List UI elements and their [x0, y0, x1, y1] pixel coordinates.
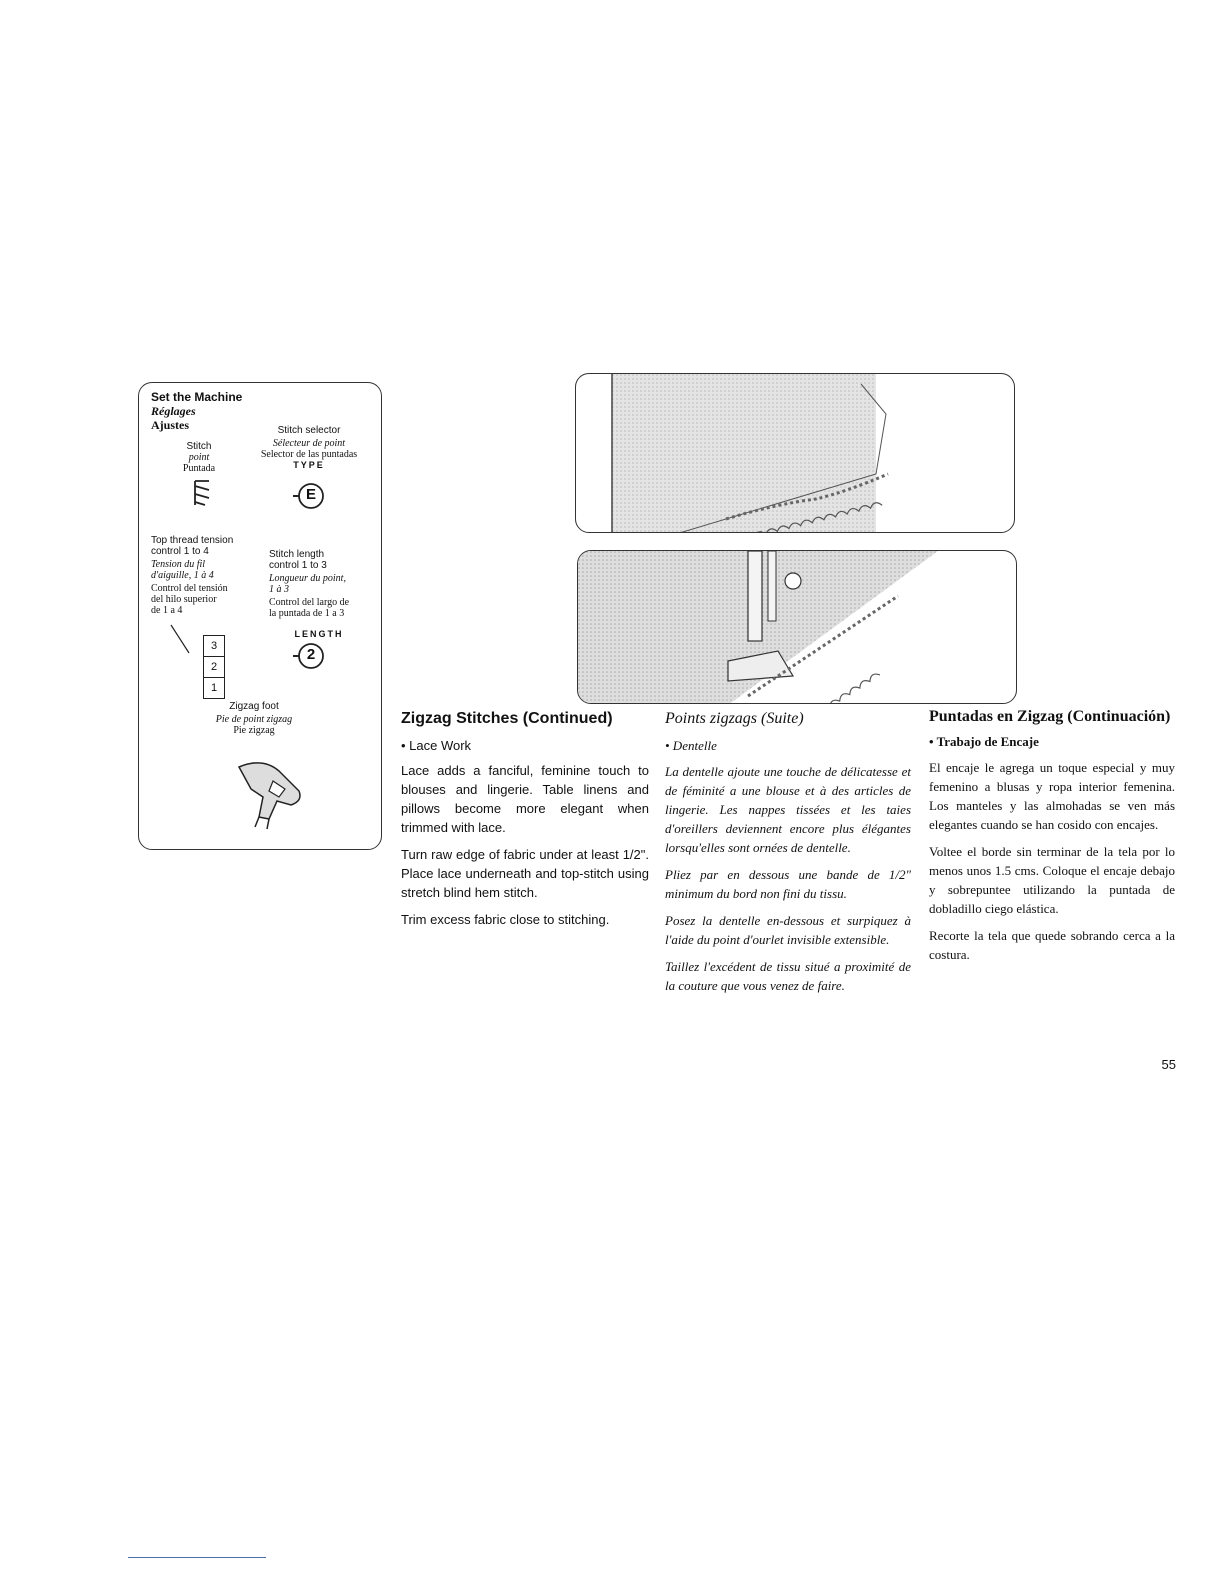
length-en-2: control 1 to 3 [269, 560, 327, 571]
french-subheading: • Dentelle [665, 738, 717, 753]
tension-dial-value-1: 1 [210, 682, 218, 694]
settings-title-en: Set the Machine [151, 390, 243, 404]
machine-settings-panel [138, 382, 382, 850]
english-column [401, 710, 649, 937]
english-paragraph-1: Lace adds a fanciful, feminine touch to blouses and lingerie. Table linens and pillows become more elegant when trimmed with lace. [401, 763, 649, 835]
english-heading: Zigzag Stitches (Continued) [401, 710, 613, 727]
tension-es-2: del hilo superior [151, 594, 217, 605]
sewing-lace-photo [577, 550, 1017, 704]
length-fr-1: Longueur du point, [269, 573, 346, 584]
lace-fabric-photo [575, 373, 1015, 533]
settings-title-fr: Réglages [151, 404, 196, 418]
french-paragraph-4: Taillez l'excédent de tissu situé a proximité de la couture que vous venez de faire. [665, 959, 911, 993]
tension-dial-value-2: 2 [204, 657, 224, 678]
length-en-1: Stitch length [269, 549, 325, 560]
stitch-label-es: Puntada [182, 463, 216, 474]
length-value: 2 [306, 646, 316, 663]
stretch-blind-hem-stitch-icon [191, 478, 215, 508]
page-number: 55 [1161, 1057, 1176, 1072]
footer-divider [128, 1557, 266, 1558]
foot-label-es: Pie zigzag [233, 725, 275, 736]
presser-foot-illustration [578, 551, 1017, 704]
french-heading: Points zigzags (Suite) [665, 710, 804, 727]
stitch-label-fr: point [188, 452, 210, 463]
type-value: E [305, 486, 316, 503]
tension-dial [203, 635, 225, 699]
spanish-subheading: • Trabajo de Encaje [929, 734, 1039, 749]
length-es-2: la puntada de 1 a 3 [269, 608, 345, 619]
french-paragraph-2: Pliez par en dessous une bande de 1/2" minimum du bord non fini du tissu. [665, 867, 911, 901]
english-paragraph-3: Trim excess fabric close to stitching. [401, 912, 610, 927]
tension-es-1: Control del tensión [151, 583, 228, 594]
length-label: LENGTH [294, 629, 344, 639]
spanish-paragraph-1: El encaje le agrega un toque especial y muy femenino a blusas y ropa interior femenina. Los manteles y las almohadas se ven más elegantes cuando se han cosido con encajes. [929, 760, 1175, 832]
tension-fr-2: d'aiguille, 1 à 4 [151, 570, 214, 581]
foot-label-fr: Pie de point zigzag [215, 714, 293, 725]
stitch-label-en: Stitch [186, 441, 212, 452]
stitch-selector-dial [293, 480, 325, 512]
settings-title-es: Ajustes [151, 418, 189, 432]
zigzag-foot-icon [229, 753, 309, 833]
length-fr-2: 1 à 3 [269, 584, 289, 595]
french-paragraph-3: Posez la dentelle en-dessous et surpiquez à l'aide du point d'ourlet invisible extensible. [665, 913, 911, 947]
tension-fr-1: Tension du fil [151, 559, 206, 570]
spanish-column [929, 708, 1175, 972]
lace-fabric-illustration [576, 374, 1015, 533]
english-paragraph-2: Turn raw edge of fabric under at least 1/2". Place lace underneath and top-stitch using stretch blind hem stitch. [401, 847, 649, 900]
tension-en-1: Top thread tension [151, 535, 234, 546]
spanish-heading: Puntadas en Zigzag (Continuación) [929, 708, 1171, 725]
tension-dial-value-3: 3 [204, 636, 224, 657]
type-label: TYPE [293, 460, 325, 470]
english-subheading: • Lace Work [401, 738, 472, 753]
selector-label-en: Stitch selector [277, 425, 341, 436]
stitch-length-dial [293, 640, 325, 672]
tension-en-2: control 1 to 4 [151, 546, 209, 557]
selector-label-fr: Sélecteur de point [272, 438, 346, 449]
selector-label-es: Selector de las puntadas [260, 449, 358, 460]
foot-label-en: Zigzag foot [229, 701, 279, 712]
length-es-1: Control del largo de [269, 597, 350, 608]
tension-es-3: de 1 a 4 [151, 605, 183, 616]
french-column [665, 710, 911, 1003]
spanish-paragraph-2: Voltee el borde sin terminar de la tela por lo menos unos 1.5 cms. Coloque el encaje debajo y sobrepuntee utilizando la puntada de dobladillo ciego elástica. [929, 844, 1175, 916]
french-paragraph-1: La dentelle ajoute une touche de délicatesse et de féminité a une blouse et à des articles de lingerie. Les nappes tissées et les taies d'oreillers deviennent encore plus élégantes lorsqu'elles sont ornées de dentelle. [665, 764, 911, 855]
spanish-paragraph-3: Recorte la tela que quede sobrando cerca a la costura. [929, 928, 1175, 962]
